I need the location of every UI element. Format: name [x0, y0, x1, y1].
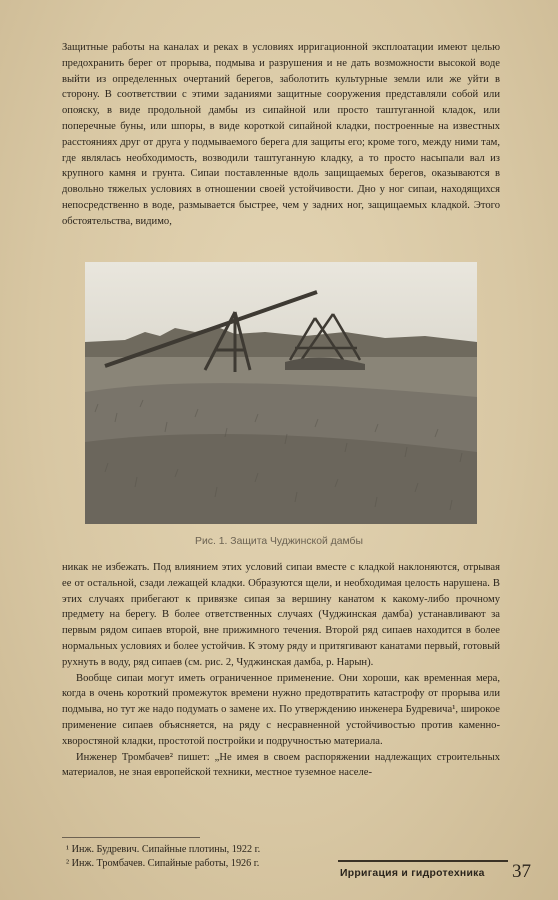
paragraph-general: Вообще сипаи могут иметь ограниченное применение. Они хороши, как временная мера, когда в очень короткий промежуток времени нужно предотвратить катастрофу от прорыва или подмыва, но тут же надо подумать о замене их. По утверждению инженера Будревича¹, широкое применение сипаев объясняется, на ряду с несравненной устойчивостью против каменно-хворостяной кладки, простотой постройки и подручностью материала.: [62, 672, 500, 747]
paragraph-block: [62, 560, 500, 781]
footnote-1: ¹ Инж. Будревич. Сипайные плотины, 1922 г.: [66, 844, 261, 855]
paragraph-intro: Защитные работы на каналах и реках в условиях ирригационной эксплоатации имеют целью предохранить берег от прорыва, подмыва и разрушения и не дать возможности высокой воде выйти из определенных очертаний берегов, заболотить культурные земли или же уйти в сторону. В соответствии с этими заданиями защитные сооружения представляли собой или опояску, в виде продольной дамбы из сипайной или просто таштуганной кладок, или поперечные буны, или шпоры, в виде короткой сипайной кладки, построенные на известных расстояниях друг от друга у подмываемого берега для защиты его; кроме того, между ними там, где являлась необходимость, возводили таштуганную кладку, а то просто насыпали вал из крупного камня и грунта. Сипаи поставленные вдоль защищаемых берегов, оказываются в довольно тяжелых условиях в отношении своей устойчивости. Дно у ног сипаи, находящихся непосредственно в воде, размывается быстрее, чем у задних ног, защищаемых кладкой. Этого обстоятельства, видимо,: [62, 42, 500, 227]
paragraph-trombachev: Инженер Тромбачев² пишет: „Не имея в своем распоряжении надлежащих строительных материалов, не зная европейской техники, местное туземное населе-: [62, 751, 500, 779]
footer-divider: [338, 860, 508, 862]
journal-title: Ирригация и гидротехника: [340, 868, 485, 879]
paragraph-continuation: никак не избежать. Под влиянием этих условий сипаи вместе с кладкой наклоняются, отрывая ее от остальной, сзади лежащей кладки. Образуются щели, и необходимая целость нарушена. В этих случаях прибегают к привязке сипая за вершину канатом к какому-либо прочному предмету на берегу. В более ответственных случаях (Чуджинская дамба) устанавливают за первым рядом сипаев второй, вне прижимного течения. Второй ряд сипаев находится в более нормальных условиях и более устойчив. К этому ряду и притягивают канатами первый, готовый рухнуть в воду, ряд сипаев (см. рис. 2, Чуджинская дамба, р. Нарын).: [62, 562, 500, 668]
figure-photo: [85, 262, 477, 524]
footnote-2: ² Инж. Тромбачев. Сипайные работы, 1926 г.: [66, 858, 260, 869]
page-number: 37: [512, 861, 531, 882]
figure-caption: Рис. 1. Защита Чуджинской дамбы: [195, 536, 363, 547]
sipai-photo-illustration: [85, 262, 477, 524]
footnote-divider: [62, 837, 200, 838]
